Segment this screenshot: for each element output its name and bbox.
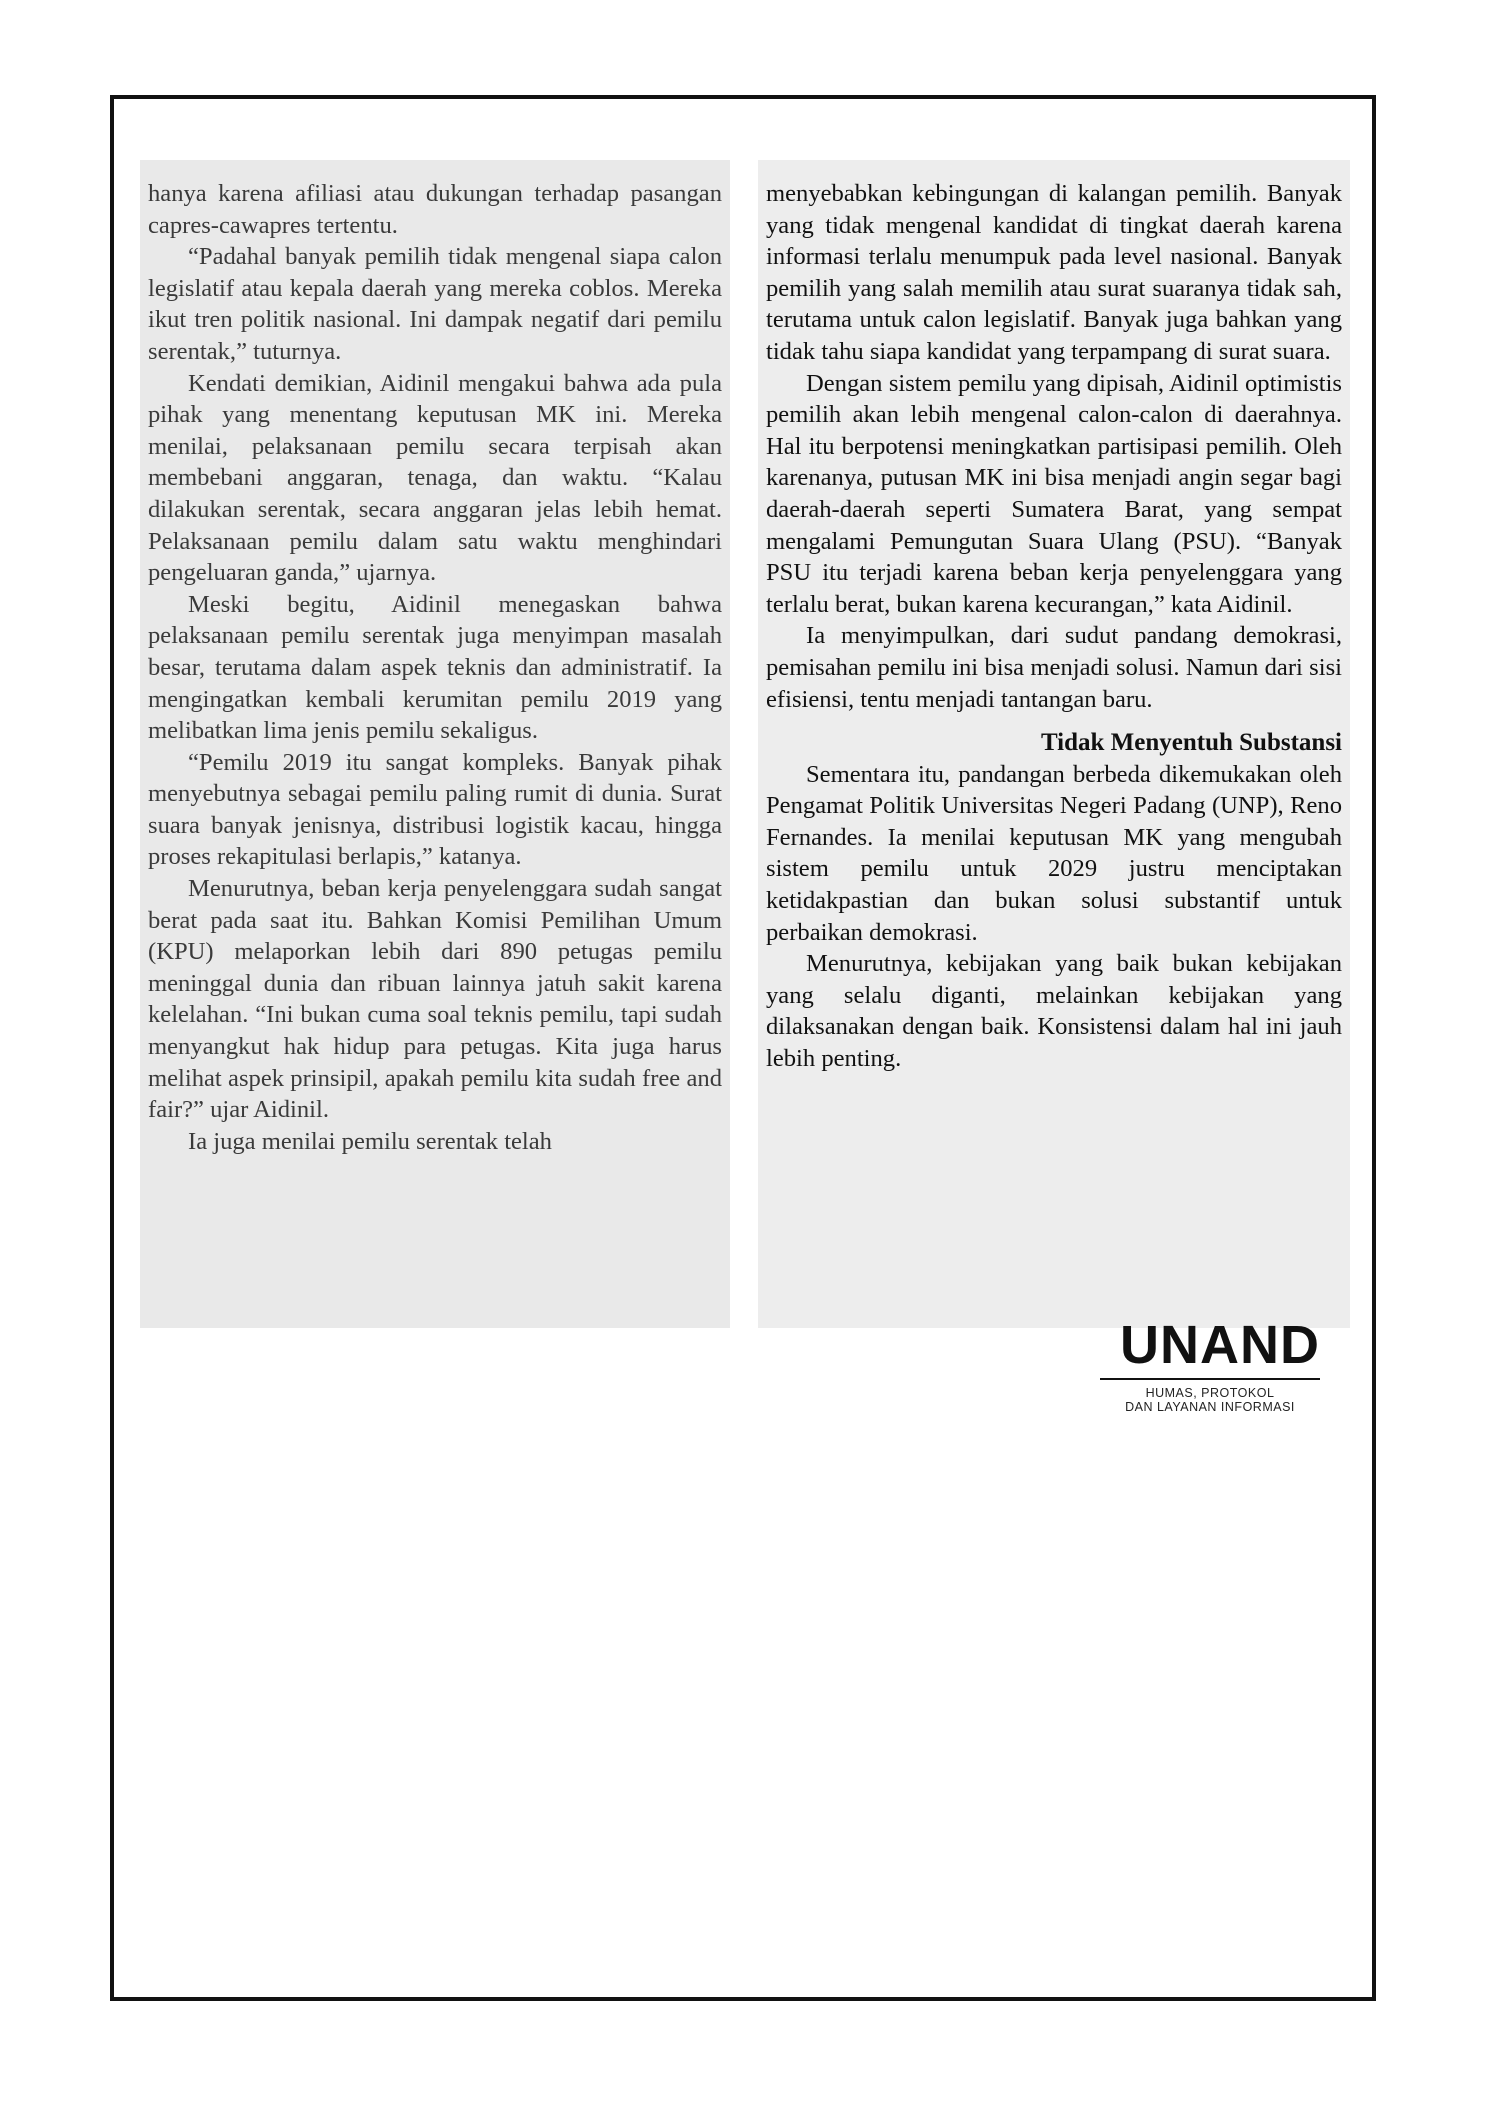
logo-divider — [1100, 1378, 1320, 1380]
clipping-right-column — [758, 160, 1350, 1328]
paragraph: menyebabkan kebingungan di kalangan pemilih. Banyak yang tidak mengenal kandidat di tingkat daerah karena informasi terlalu menumpuk pada level nasional. Banyak pemilih yang salah memilih atau surat suaranya tidak sah, terutama untuk calon legislatif. Banyak juga bahkan yang tidak tahu siapa kandidat yang terpampang di surat suara. — [766, 180, 1342, 365]
paragraph: “Pemilu 2019 itu sangat kompleks. Banyak pihak menyebutnya sebagai pemilu paling rumit di dunia. Surat suara banyak jenisnya, distribusi logistik kacau, hingga proses rekapitulasi berlapis,” katanya. — [148, 748, 722, 871]
paragraph: Dengan sistem pemilu yang dipisah, Aidinil optimistis pemilih akan lebih mengenal calon-calon di daerahnya. Hal itu berpotensi meningkatkan partisipasi pemilih. Oleh karenanya, putusan MK ini bisa menjadi angin segar bagi daerah-daerah seperti Sumatera Barat, yang sempat mengalami Pemungutan Suara Ulang (PSU). “Banyak PSU itu terjadi karena beban kerja penyelenggara yang terlalu berat, bukan karena kecurangan,” kata Aidinil. — [766, 369, 1342, 618]
paragraph: Menurutnya, beban kerja penyelenggara sudah sangat berat pada saat itu. Bahkan Komisi Pemilihan Umum (KPU) melaporkan lebih dari 890 petugas pemilu meninggal dunia dan ribuan lainnya jatuh sakit karena kelelahan. “Ini bukan cuma soal teknis pemilu, tapi sudah menyangkut hak hidup para petugas. Kita juga harus melihat aspek prinsipil, apakah pemilu kita sudah free and fair?” ujar Aidinil. — [148, 875, 722, 1124]
clipping-left-column — [140, 160, 730, 1328]
right-column-text — [766, 178, 1342, 1075]
paragraph: Menurutnya, kebijakan yang baik bukan kebijakan yang selalu diganti, melainkan kebijakan yang dilaksanakan dengan baik. Konsistensi dalam hal ini jauh lebih penting. — [766, 950, 1342, 1073]
paragraph: Meski begitu, Aidinil menegaskan bahwa pelaksanaan pemilu serentak juga menyimpan masalah besar, terutama dalam aspek teknis dan administratif. Ia mengingatkan kembali kerumitan pemilu 2019 yang melibatkan lima jenis pemilu sekaligus. — [148, 590, 722, 745]
logo-wordmark: UNAND — [1120, 1315, 1320, 1375]
subheading: Tidak Menyentuh Substansi — [1040, 729, 1342, 757]
paragraph: Kendati demikian, Aidinil mengakui bahwa ada pula pihak yang menentang keputusan MK ini. Mereka menilai, pelaksanaan pemilu secara terpisah akan membebani anggaran, tenaga, dan waktu. “Kalau dilakukan serentak, secara anggaran jelas lebih hemat. Pelaksanaan pemilu dalam satu waktu menghindari pengeluaran ganda,” ujarnya. — [148, 369, 722, 587]
paragraph: Ia juga menilai pemilu serentak telah — [188, 1127, 552, 1155]
logo-subtitle-line1: HUMAS, PROTOKOL — [1145, 1386, 1275, 1400]
left-column-text — [148, 178, 722, 1157]
unand-logo — [1100, 1316, 1320, 1414]
paragraph: Ia menyimpulkan, dari sudut pandang demokrasi, pemisahan pemilu ini bisa menjadi solusi. Namun dari sisi efisiensi, tentu menjadi tantangan baru. — [766, 622, 1342, 713]
paragraph: Sementara itu, pandangan berbeda dikemukakan oleh Pengamat Politik Universitas Negeri Padang (UNP), Reno Fernandes. Ia menilai keputusan MK yang mengubah sistem pemilu untuk 2029 justru menciptakan ketidakpastian dan bukan solusi substantif untuk perbaikan demokrasi. — [766, 760, 1342, 946]
paragraph: “Padahal banyak pemilih tidak mengenal siapa calon legislatif atau kepala daerah yang mereka coblos. Mereka ikut tren politik nasional. Ini dampak negatif dari pemilu serentak,” tuturnya. — [148, 243, 722, 365]
logo-subtitle-line2: DAN LAYANAN INFORMASI — [1125, 1400, 1295, 1414]
paragraph: hanya karena afiliasi atau dukungan terhadap pasangan capres-cawapres tertentu. — [148, 180, 722, 239]
